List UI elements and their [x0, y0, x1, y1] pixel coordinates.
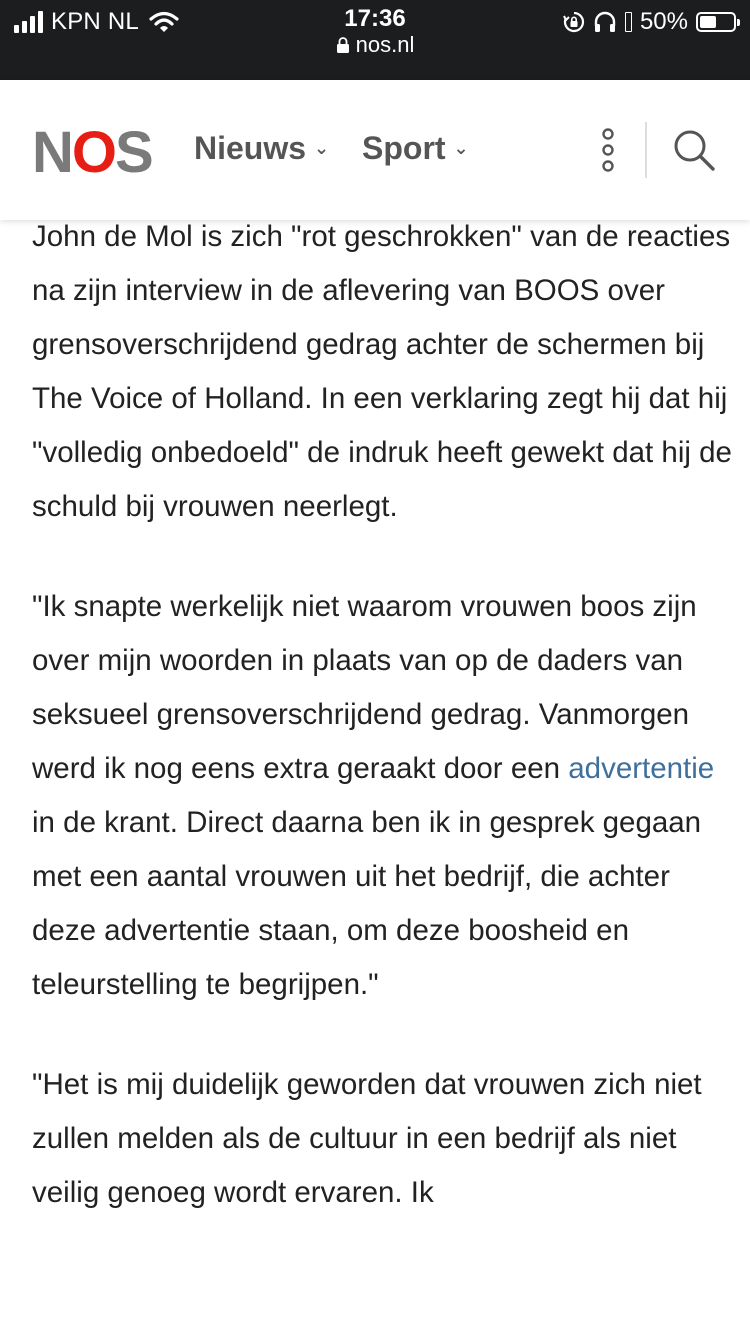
battery-percent: 50% [639, 8, 688, 35]
lock-icon [336, 37, 350, 53]
chevron-down-icon: ⌄ [314, 138, 330, 158]
logo-letter-o: O [71, 120, 116, 185]
address-bar[interactable] [336, 32, 415, 58]
orientation-lock-icon [563, 11, 585, 33]
status-bar [0, 0, 750, 80]
nav-label: Nieuws [194, 130, 307, 166]
battery-icon [696, 12, 736, 32]
logo-letter: S [115, 120, 152, 185]
header-divider [645, 122, 647, 178]
mini-battery-icon [625, 12, 632, 32]
nav-item-sport[interactable] [362, 130, 469, 167]
advertentie-link[interactable]: advertentie [568, 752, 715, 785]
article-paragraph: "Het is mij duidelijk geworden dat vrouwen zich niet zullen melden als de cultuur in een bedrijf als niet veilig genoeg wordt ervaren. Ik [32, 1068, 702, 1209]
more-options-icon[interactable] [600, 128, 616, 172]
clock: 17:36 [344, 5, 406, 32]
chevron-down-icon: ⌄ [453, 138, 469, 158]
domain-text: nos.nl [355, 32, 415, 57]
site-header [0, 80, 750, 220]
article-paragraph: John de Mol is zich "rot geschrokken" van de reacties na zijn interview in de aflevering van BOOS over grensoverschrijdend gedrag achter de schermen bij The Voice of Holland. In een verklaring zegt hij dat hij "volledig onbedoeld" de indruk heeft gewekt dat hij de schuld bij vrouwen neerlegt. [32, 220, 732, 523]
search-icon[interactable] [672, 128, 716, 172]
carrier-name: KPN NL [51, 8, 139, 35]
nav-label: Sport [362, 130, 446, 166]
status-right [563, 8, 736, 36]
article-body [32, 210, 732, 1266]
paragraph-text: in de krant. Direct daarna ben ik in gesprek gegaan met een aantal vrouwen uit het bedrijf, die achter deze advertentie staan, om deze boosheid en teleurstelling te begrijpen." [32, 806, 702, 1001]
logo-letter: N [32, 120, 72, 185]
battery-fill [700, 16, 716, 28]
nos-logo[interactable] [32, 120, 152, 185]
headphones-icon [593, 11, 617, 33]
nav-item-nieuws[interactable] [194, 130, 329, 167]
article-paragraph [32, 580, 732, 1012]
paragraph-text: "Ik snapte werkelijk niet waarom vrouwen boos zijn over mijn woorden in plaats van op de daders van seksueel grensoverschrijdend gedrag. Vanmorgen werd ik nog eens extra geraakt door een [32, 590, 697, 785]
